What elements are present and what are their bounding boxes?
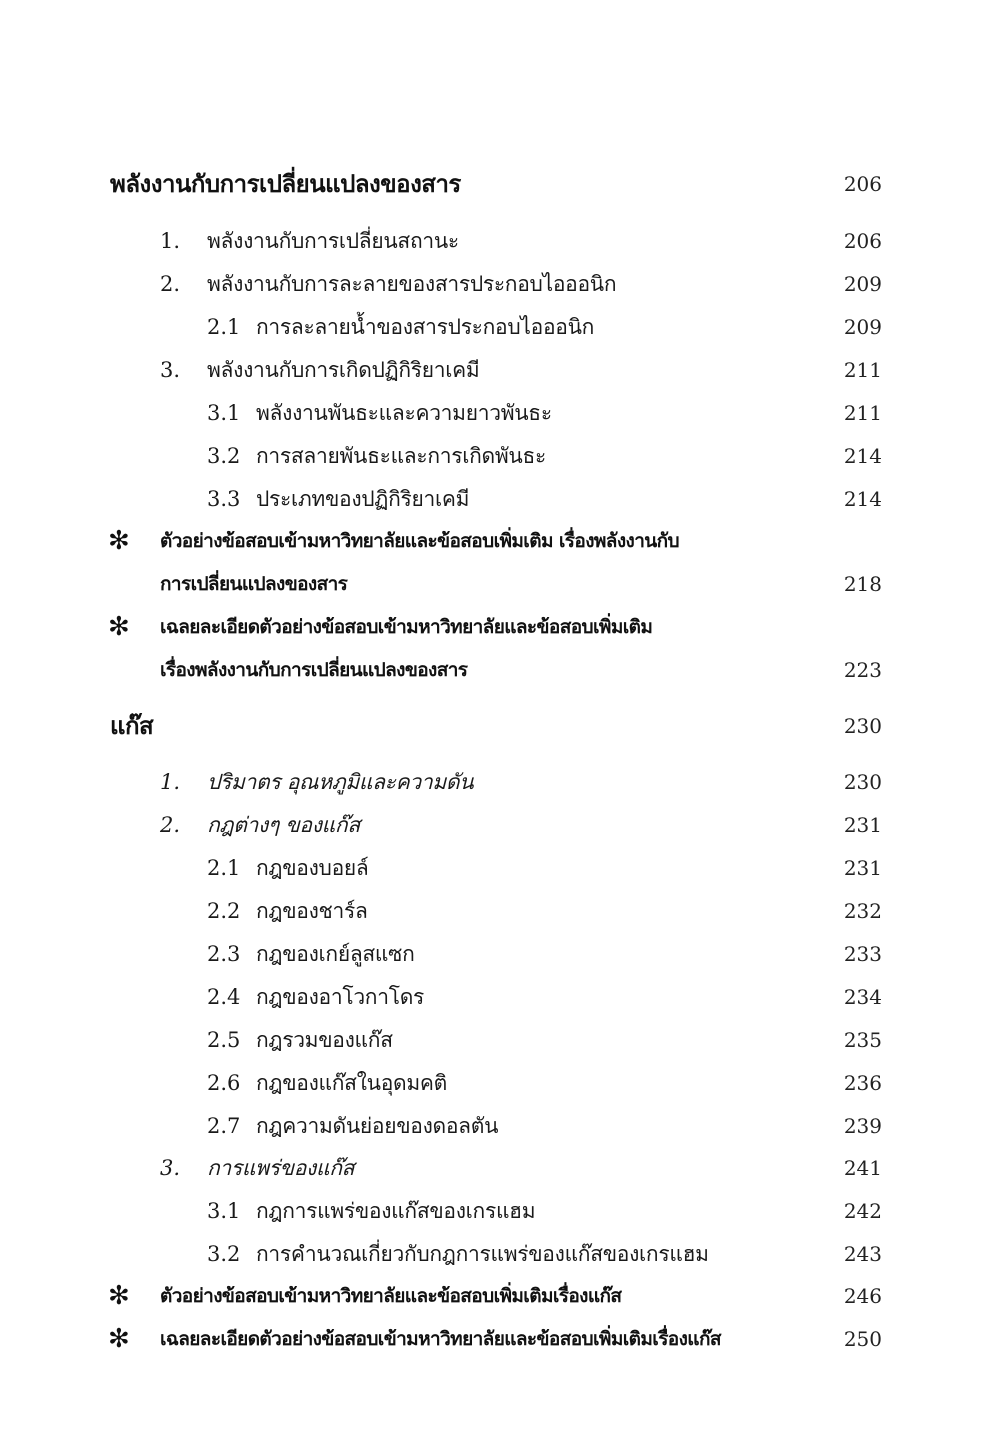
page-number: 218 [843,572,882,596]
exercise-label-continued: เรื่องพลังงานกับการเปลี่ยนแปลงของสาร [160,659,468,681]
page-number: 246 [843,1284,882,1308]
page-number: 250 [843,1327,882,1351]
entry-label: กฎของบอยล์ [256,856,369,880]
toc-subentry[interactable] [0,393,992,433]
exercise-label-continued: การเปลี่ยนแปลงของสาร [160,573,348,595]
exercise-label: เฉลยละเอียดตัวอย่างข้อสอบเข้ามหาวิทยาลัยและข้อสอบเพิ่มเติมเรื่องแก๊ส [160,1328,721,1350]
page-number: 236 [843,1071,882,1095]
entry-number: 2.2 [207,899,241,923]
entry-label: การคำนวณเกี่ยวกับกฎการแพร่ของแก๊สของเกรแฮม [256,1242,709,1266]
entry-label: กฎของอาโวกาโดร [256,985,425,1009]
toc-subentry[interactable] [0,1191,992,1231]
asterisk-bullet-icon: ✻ [108,1281,130,1311]
entry-number: 2. [160,272,181,296]
toc-subentry[interactable] [0,848,992,888]
exercise-label: ตัวอย่างข้อสอบเข้ามหาวิทยาลัยและข้อสอบเพิ่มเติมเรื่องแก๊ส [160,1285,622,1307]
entry-label: พลังงานกับการเปลี่ยนสถานะ [207,229,459,253]
toc-subentry[interactable] [0,1020,992,1060]
page-number: 231 [843,813,882,837]
toc-chapter-heading[interactable] [0,706,992,746]
page-number: 231 [843,856,882,880]
entry-label: กฎความดันย่อยของดอลตัน [256,1114,499,1138]
entry-number: 1. [160,229,181,253]
page-number: 243 [843,1242,882,1266]
toc-exercise-entry-continued[interactable] [0,564,992,604]
toc-subentry[interactable] [0,1106,992,1146]
page-number: 206 [843,172,882,196]
page-number: 239 [843,1114,882,1138]
entry-number: 2. [160,813,181,837]
toc-chapter-heading[interactable] [0,164,992,204]
page-number: 235 [843,1028,882,1052]
toc-subentry[interactable] [0,977,992,1017]
page-number: 209 [843,315,882,339]
page-number: 234 [843,985,882,1009]
exercise-label: เฉลยละเอียดตัวอย่างข้อสอบเข้ามหาวิทยาลัยและข้อสอบเพิ่มเติม [160,616,653,638]
page-number: 242 [843,1199,882,1223]
page-number: 211 [843,358,882,382]
toc-exercise-entry[interactable] [0,1319,992,1359]
page-number: 211 [843,401,882,425]
toc-subentry[interactable] [0,1234,992,1274]
entry-number: 3.1 [207,1199,241,1223]
entry-label: พลังงานพันธะและความยาวพันธะ [256,401,552,425]
page-number: 241 [843,1156,882,1180]
page-number: 209 [843,272,882,296]
entry-label: การละลายน้ำของสารประกอบไอออนิก [256,315,595,339]
page-number: 223 [843,658,882,682]
entry-label: กฎรวมของแก๊ส [256,1028,393,1052]
entry-number: 2.4 [207,985,241,1009]
page-number: 214 [843,444,882,468]
entry-label: ปริมาตร อุณหภูมิและความดัน [207,770,474,794]
entry-number: 3. [160,1156,181,1180]
entry-number: 3.2 [207,1242,241,1266]
toc-subentry[interactable] [0,1063,992,1103]
page-number: 230 [843,714,882,738]
toc-exercise-entry[interactable] [0,1276,992,1316]
toc-exercise-entry[interactable] [0,521,992,561]
entry-number: 1. [160,770,181,794]
toc-exercise-entry[interactable] [0,607,992,647]
entry-number: 2.6 [207,1071,241,1095]
asterisk-bullet-icon: ✻ [108,526,130,556]
entry-label: กฎของแก๊สในอุดมคติ [256,1071,447,1095]
toc-subentry[interactable] [0,436,992,476]
entry-number: 2.5 [207,1028,241,1052]
toc-entry[interactable] [0,221,992,261]
entry-label: ประเภทของปฏิกิริยาเคมี [256,487,470,511]
page-number: 214 [843,487,882,511]
toc-subentry[interactable] [0,479,992,519]
toc-subentry[interactable] [0,934,992,974]
entry-label: พลังงานกับการละลายของสารประกอบไอออนิก [207,272,617,296]
toc-entry[interactable] [0,1148,992,1188]
entry-label: การสลายพันธะและการเกิดพันธะ [256,444,546,468]
chapter-title: พลังงานกับการเปลี่ยนแปลงของสาร [110,170,461,198]
entry-number: 3.1 [207,401,241,425]
asterisk-bullet-icon: ✻ [108,1324,130,1354]
asterisk-bullet-icon: ✻ [108,612,130,642]
toc-entry[interactable] [0,350,992,390]
toc-exercise-entry-continued[interactable] [0,650,992,690]
exercise-label: ตัวอย่างข้อสอบเข้ามหาวิทยาลัยและข้อสอบเพิ่มเติม เรื่องพลังงานกับ [160,530,680,552]
entry-label: การแพร่ของแก๊ส [207,1156,355,1180]
toc-subentry[interactable] [0,307,992,347]
entry-label: กฎของชาร์ล [256,899,368,923]
entry-label: พลังงานกับการเกิดปฏิกิริยาเคมี [207,358,480,382]
entry-number: 3.2 [207,444,241,468]
toc-entry[interactable] [0,805,992,845]
page-number: 230 [843,770,882,794]
chapter-title: แก๊ส [110,712,154,740]
toc-entry[interactable] [0,762,992,802]
entry-label: กฎของเกย์ลูสแซก [256,942,415,966]
entry-number: 3.3 [207,487,241,511]
entry-label: กฎต่างๆ ของแก๊ส [207,813,360,837]
toc-entry[interactable] [0,264,992,304]
page-number: 233 [843,942,882,966]
entry-number: 2.3 [207,942,241,966]
entry-label: กฎการแพร่ของแก๊สของเกรแฮม [256,1199,536,1223]
toc-subentry[interactable] [0,891,992,931]
entry-number: 3. [160,358,181,382]
page-number: 206 [843,229,882,253]
entry-number: 2.1 [207,856,241,880]
page-number: 232 [843,899,882,923]
entry-number: 2.1 [207,315,241,339]
entry-number: 2.7 [207,1114,241,1138]
